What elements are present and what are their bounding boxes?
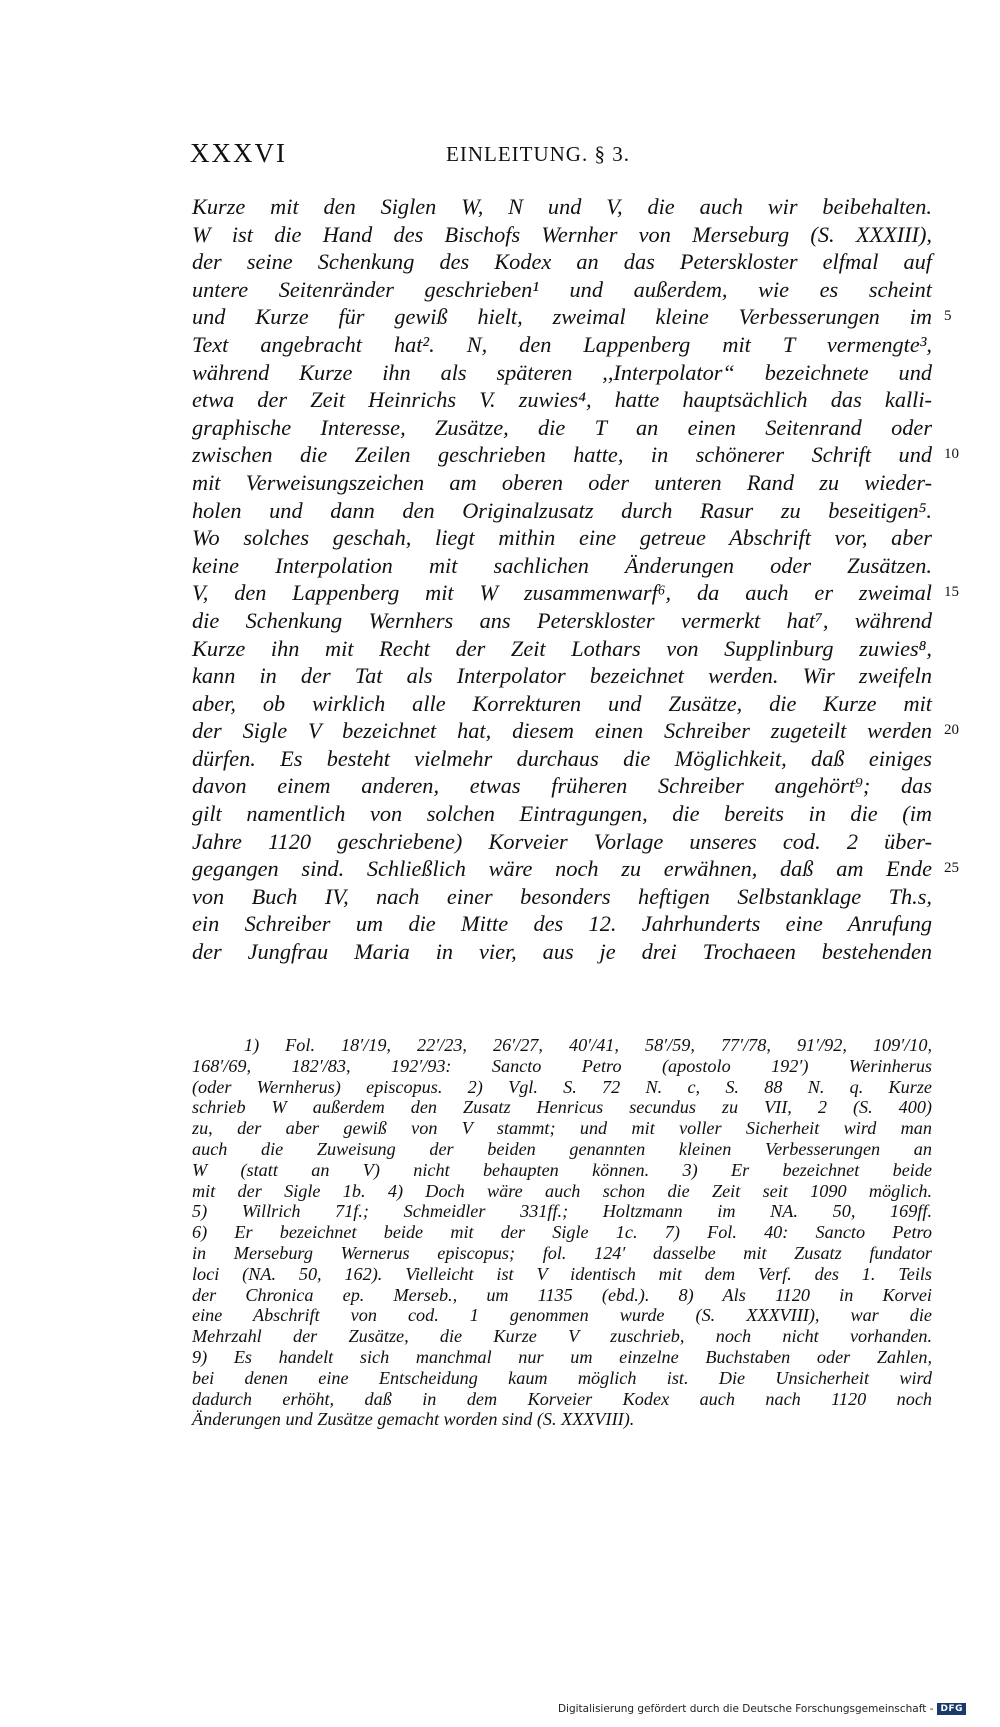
page-header <box>190 138 830 172</box>
running-head: EINLEITUNG. § 3. <box>446 142 630 166</box>
footnote-line: 6) Er bezeichnet beide mit der Sigle 1c. 7) Fol. 40: Sancto Petro <box>192 1222 932 1243</box>
text-line: der Sigle V bezeichnet hat, diesem einen Schreiber zugeteilt werden <box>192 718 932 744</box>
text-line: gegangen sind. Schließlich wäre noch zu erwähnen, daß am Ende <box>192 856 932 882</box>
footnote-line: loci (NA. 50, 162). Vielleicht ist V identisch mit dem Verf. des 1. Teils <box>192 1263 932 1284</box>
text-line: etwa der Zeit Heinrichs V. zuwies⁴, hatte hauptsächlich das kalli- <box>192 387 932 413</box>
margin-line-number: 25 <box>944 860 959 877</box>
text-line: der Jungfrau Maria in vier, aus je drei Trochaeen bestehenden <box>192 939 932 965</box>
text-line: die Schenkung Wernhers ans Peterskloster vermerkt hat⁷, während <box>192 607 932 633</box>
text-line: von Buch IV, nach einer besonders heftigen Selbstanklage Th.s, <box>192 883 932 909</box>
text-line: V, den Lappenberg mit W zusammenwarf⁶, da auch er zweimal <box>192 580 932 606</box>
text-line: untere Seitenränder geschrieben¹ und außerdem, wie es scheint <box>192 276 932 302</box>
footer-text: Digitalisierung gefördert durch die Deutsche Forschungsgemeinschaft - <box>557 1703 934 1715</box>
text-line: gilt namentlich von solchen Eintragungen, die bereits in die (im <box>192 801 932 827</box>
text-line: Wo solches geschah, liegt mithin eine getreue Abschrift vor, aber <box>192 525 932 551</box>
dfg-logo-icon: DFG <box>937 1703 966 1715</box>
text-line: davon einem anderen, etwas früheren Schreiber angehört⁹; das <box>192 773 932 799</box>
footnote-line: in Merseburg Wernerus episcopus; fol. 124′ dasselbe mit Zusatz fundator <box>192 1242 932 1263</box>
margin-line-number: 5 <box>944 308 952 325</box>
footnote-line: schrieb W außerdem den Zusatz Henricus secundus zu VII, 2 (S. 400) <box>192 1097 932 1118</box>
text-line: der seine Schenkung des Kodex an das Peterskloster elfmal auf <box>192 249 932 275</box>
text-line: während Kurze ihn als späteren ,,Interpolator“ bezeichnete und <box>192 359 932 385</box>
footnote-line: eine Abschrift von cod. 1 genommen wurde (S. XXXVIII), war die <box>192 1305 932 1326</box>
margin-line-number: 15 <box>944 584 959 601</box>
text-line: ein Schreiber um die Mitte des 12. Jahrhunderts eine Anrufung <box>192 911 932 937</box>
footnote-line: 5) Willrich 71f.; Schmeidler 331ff.; Holtzmann im NA. 50, 169ff. <box>192 1201 932 1222</box>
page-number: XXXVI <box>190 138 287 168</box>
text-line: holen und dann den Originalzusatz durch Rasur zu beseitigen⁵. <box>192 497 932 523</box>
margin-line-number: 20 <box>944 722 959 739</box>
text-line: W ist die Hand des Bischofs Wernher von Merseburg (S. XXXIII), <box>192 221 932 247</box>
text-line: aber, ob wirklich alle Korrekturen und Zusätze, die Kurze mit <box>192 690 932 716</box>
footnote-line: Änderungen und Zusätze gemacht worden sind (S. XXXVIII). <box>192 1409 635 1430</box>
main-text <box>192 193 932 966</box>
text-line: mit Verweisungszeichen am oberen oder unteren Rand zu wieder- <box>192 469 932 495</box>
footnote-line: 168′/69, 182′/83, 192′/93: Sancto Petro (apostolo 192′) Werinherus <box>192 1055 932 1076</box>
text-line: Kurze mit den Siglen W, N und V, die auch wir beibehalten. <box>192 194 932 219</box>
footnotes <box>192 1035 932 1430</box>
margin-line-number: 10 <box>944 446 959 463</box>
text-line: kann in der Tat als Interpolator bezeichnet werden. Wir zweifeln <box>192 663 932 689</box>
footnote-line: Mehrzahl der Zusätze, die Kurze V zuschrieb, noch nicht vorhanden. <box>192 1326 932 1347</box>
footnote-line: zu, der aber gewiß von V stammt; und mit voller Sicherheit wird man <box>192 1118 932 1139</box>
footnote-line: W (statt an V) nicht behaupten können. 3) Er bezeichnet beide <box>192 1159 932 1180</box>
text-line: Jahre 1120 geschriebene) Korveier Vorlage unseres cod. 2 über- <box>192 828 932 854</box>
text-line: graphische Interesse, Zusätze, die T an einen Seitenrand oder <box>192 414 932 440</box>
footnote-line: auch die Zuweisung der beiden genannten kleinen Verbesserungen an <box>192 1138 932 1159</box>
text-line: keine Interpolation mit sachlichen Änderungen oder Zusätzen. <box>192 552 932 578</box>
footnote-line: 1) Fol. 18′/19, 22′/23, 26′/27, 40′/41, 58′/59, 77′/78, 91′/92, 109′/10, <box>244 1035 932 1055</box>
footnote-line: der Chronica ep. Merseb., um 1135 (ebd.). 8) Als 1120 in Korvei <box>192 1284 932 1305</box>
footnote-line: (oder Wernherus) episcopus. 2) Vgl. S. 72 N. c, S. 88 N. q. Kurze <box>192 1076 932 1097</box>
footnote-line: bei denen eine Entscheidung kaum möglich ist. Die Unsicherheit wird <box>192 1367 932 1388</box>
digitization-footer <box>558 1703 966 1715</box>
text-line: zwischen die Zeilen geschrieben hatte, in schönerer Schrift und <box>192 442 932 468</box>
footnote-line: mit der Sigle 1b. 4) Doch wäre auch schon die Zeit seit 1090 möglich. <box>192 1180 932 1201</box>
text-line: Text angebracht hat². N, den Lappenberg mit T vermengte³, <box>192 331 932 357</box>
footnote-line: 9) Es handelt sich manchmal nur um einzelne Buchstaben oder Zahlen, <box>192 1346 932 1367</box>
text-line: und Kurze für gewiß hielt, zweimal kleine Verbesserungen im <box>192 304 932 330</box>
text-line: dürfen. Es besteht vielmehr durchaus die Möglichkeit, daß einiges <box>192 745 932 771</box>
text-line: Kurze ihn mit Recht der Zeit Lothars von Supplinburg zuwies⁸, <box>192 635 932 661</box>
footnote-line: dadurch erhöht, daß in dem Korveier Kodex auch nach 1120 noch <box>192 1388 932 1409</box>
